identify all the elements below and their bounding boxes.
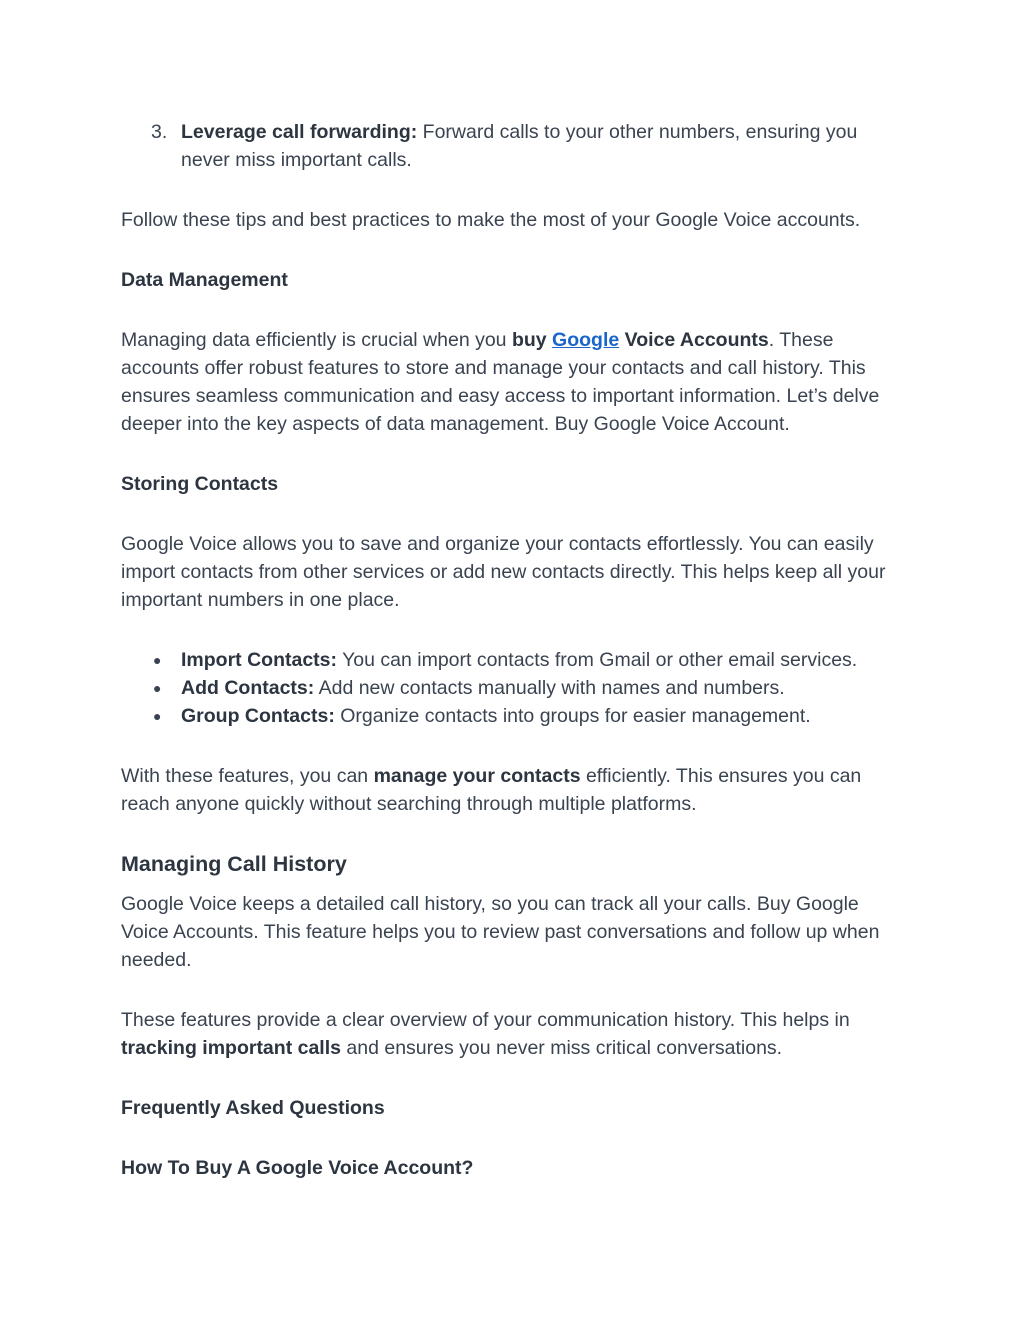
list-item: [121, 674, 911, 702]
summary-end: efficiently. This ensures you can reach anyone quickly without searching through multiple platforms.: [121, 765, 862, 815]
bullet-icon: ●: [153, 652, 162, 668]
dm-text-start: Managing data efficiently is crucial when you: [121, 329, 512, 351]
bullet-bold: Add Contacts:: [181, 677, 315, 699]
call-history-paragraph: Google Voice keeps a detailed call history, so you can track all your calls. Buy Google Voice Accounts. This feature helps you to review past conversations and follow up when needed.: [121, 893, 880, 971]
call-history-paragraph-2: [121, 1006, 911, 1062]
data-management-heading: Data Management: [121, 269, 288, 291]
bullet-icon: ●: [153, 680, 162, 696]
storing-contacts-heading: Storing Contacts: [121, 473, 279, 495]
call-history-heading: Managing Call History: [121, 852, 347, 876]
numbered-list-item: [121, 118, 911, 174]
ch-start: These features provide a clear overview of your communication history. This helps in: [121, 1009, 850, 1031]
bullet-bold: Import Contacts:: [181, 649, 337, 671]
storing-contacts-paragraph: Google Voice allows you to save and organize your contacts effortlessly. You can easily import contacts from other services or add new contacts directly. This helps keep all your important numbers in one place.: [121, 533, 886, 611]
ch-bold: tracking important calls: [121, 1037, 341, 1059]
dm-bold-voice-accounts: Voice Accounts: [619, 329, 769, 351]
bullet-bold: Group Contacts:: [181, 705, 335, 727]
contacts-summary-paragraph: [121, 762, 911, 818]
google-link[interactable]: Google: [552, 329, 620, 351]
faq-question-heading: How To Buy A Google Voice Account?: [121, 1157, 474, 1179]
bullet-text: Organize contacts into groups for easier management.: [334, 705, 811, 727]
faq-heading: Frequently Asked Questions: [121, 1097, 385, 1119]
ch-end: and ensures you never miss critical conversations.: [340, 1037, 783, 1059]
bullet-text: Add new contacts manually with names and numbers.: [314, 677, 785, 699]
list-item: [121, 702, 911, 730]
summary-start: With these features, you can: [121, 765, 374, 787]
list-item-text: Forward calls to your other numbers, ensuring you never miss important calls.: [181, 121, 858, 171]
summary-bold: manage your contacts: [373, 765, 581, 787]
dm-text-end: . These accounts offer robust features to store and manage your contacts and call history. This ensures seamless communication and easy access to important information. Let’s delve deeper into the key aspects of data management. Buy Google Voice Account.: [121, 329, 880, 435]
data-management-paragraph: [121, 326, 911, 438]
bullet-text: You can import contacts from Gmail or other email services.: [337, 649, 858, 671]
dm-bold-buy: buy: [511, 329, 547, 351]
document-page: [121, 118, 911, 1214]
list-item-bold: Leverage call forwarding:: [181, 121, 418, 143]
tips-paragraph: Follow these tips and best practices to make the most of your Google Voice accounts.: [121, 209, 861, 231]
contacts-bullet-list: [121, 646, 911, 730]
list-number: 3.: [151, 121, 168, 143]
bullet-icon: ●: [153, 708, 162, 724]
list-item: [121, 646, 911, 674]
